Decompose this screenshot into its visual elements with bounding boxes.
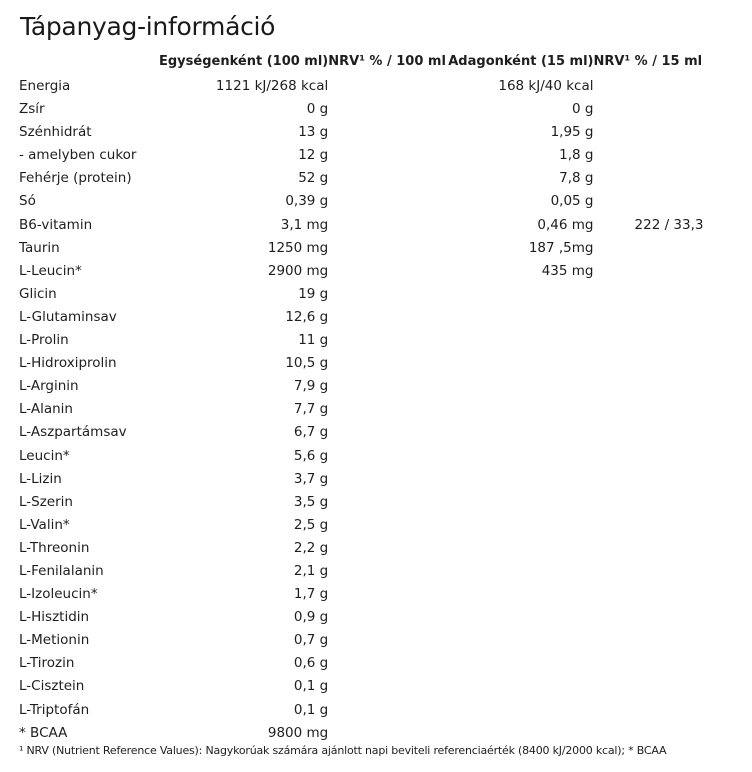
table-header-row <box>19 49 704 75</box>
nrv-per-unit <box>328 329 448 352</box>
value-per-serving: 0,46 mg <box>537 216 594 233</box>
value-per-unit: 3,1 mg <box>280 216 329 233</box>
value-per-serving <box>448 445 593 468</box>
value-per-serving <box>448 675 593 698</box>
nutrient-name: L-Tirozin <box>19 655 75 672</box>
value-per-serving <box>448 375 593 398</box>
nrv-per-serving <box>594 144 704 167</box>
value-per-unit: 0,6 g <box>293 655 329 672</box>
value-per-serving: 1,95 g <box>550 124 594 141</box>
nrv-per-unit <box>328 167 448 190</box>
nrv-per-unit <box>328 306 448 329</box>
table-row <box>19 98 704 121</box>
table-row <box>19 121 704 144</box>
value-per-serving <box>448 352 593 375</box>
nrv-per-serving <box>594 722 704 745</box>
value-per-unit: 7,7 g <box>293 401 329 418</box>
value-per-serving <box>448 514 593 537</box>
table-row <box>19 560 704 583</box>
nrv-per-unit <box>328 629 448 652</box>
value-per-serving <box>448 421 593 444</box>
value-per-serving <box>448 629 593 652</box>
value-per-serving <box>448 560 593 583</box>
value-per-unit: 2,1 g <box>293 562 329 579</box>
table-row <box>19 629 704 652</box>
table-row <box>19 583 704 606</box>
nrv-per-serving: 222 / 33,3 <box>634 216 704 233</box>
value-per-serving: 435 mg <box>541 262 594 279</box>
nrv-per-unit <box>328 699 448 722</box>
nrv-per-serving <box>594 514 704 537</box>
value-per-serving <box>448 537 593 560</box>
table-row <box>19 237 704 260</box>
value-per-serving: 187 ,5mg <box>528 239 594 256</box>
nutrient-name: Glicin <box>19 285 57 302</box>
nrv-per-serving <box>594 421 704 444</box>
nrv-per-unit <box>328 283 448 306</box>
nrv-per-serving <box>594 606 704 629</box>
table-row <box>19 214 704 237</box>
value-per-unit: 0,1 g <box>293 678 329 695</box>
value-per-unit: 2,2 g <box>293 539 329 556</box>
nrv-per-unit <box>328 98 448 121</box>
value-per-serving: 7,8 g <box>559 170 594 187</box>
value-per-serving <box>448 468 593 491</box>
nrv-per-serving <box>594 306 704 329</box>
table-row <box>19 283 704 306</box>
value-per-unit: 1121 kJ/268 kcal <box>215 78 329 94</box>
table-row <box>19 491 704 514</box>
nrv-per-unit <box>328 190 448 213</box>
nrv-per-unit <box>328 214 448 237</box>
nrv-per-unit <box>328 121 448 144</box>
header-nrv-per-unit: NRV¹ % / 100 ml <box>328 54 446 69</box>
nutrient-name: Fehérje (protein) <box>19 170 132 187</box>
page-title: Tápanyag-információ <box>20 12 276 41</box>
value-per-unit: 12 g <box>298 147 329 164</box>
header-per-unit: Egységenként (100 ml) <box>159 54 329 69</box>
nrv-per-serving <box>594 375 704 398</box>
value-per-unit: 3,5 g <box>293 493 329 510</box>
nrv-per-serving <box>594 583 704 606</box>
nutrient-name: L-Alanin <box>19 401 73 418</box>
table-body <box>19 75 704 745</box>
nutrient-name: L-Metionin <box>19 632 90 649</box>
value-per-unit: 52 g <box>298 170 329 187</box>
nrv-per-serving <box>594 560 704 583</box>
value-per-serving <box>448 491 593 514</box>
nrv-per-serving <box>594 260 704 283</box>
nrv-per-unit <box>328 537 448 560</box>
value-per-unit: 10,5 g <box>285 355 329 372</box>
value-per-unit: 0,7 g <box>293 632 329 649</box>
nutrient-name: L-Aszpartámsav <box>19 424 127 441</box>
table-row <box>19 75 704 98</box>
nrv-per-serving <box>594 167 704 190</box>
nrv-per-serving <box>594 352 704 375</box>
nutrient-name: L-Fenilalanin <box>19 562 104 579</box>
nutrient-name: L-Izoleucin* <box>19 586 98 603</box>
nrv-per-serving <box>594 699 704 722</box>
nrv-per-unit <box>328 468 448 491</box>
value-per-unit: 0,39 g <box>285 193 329 210</box>
value-per-unit: 12,6 g <box>285 308 329 325</box>
nrv-per-unit <box>328 652 448 675</box>
nrv-per-unit <box>328 606 448 629</box>
nrv-per-serving <box>594 75 704 98</box>
nrv-per-serving <box>594 491 704 514</box>
nrv-per-unit <box>328 445 448 468</box>
table-row <box>19 144 704 167</box>
value-per-serving <box>448 583 593 606</box>
value-per-unit: 5,6 g <box>293 447 329 464</box>
nrv-per-serving <box>594 675 704 698</box>
nutrient-name: Zsír <box>19 101 45 118</box>
value-per-unit: 7,9 g <box>293 378 329 395</box>
nrv-per-unit <box>328 722 448 745</box>
value-per-unit: 9800 mg <box>267 724 329 741</box>
value-per-serving <box>448 306 593 329</box>
nutrient-name: L-Leucin* <box>19 262 82 279</box>
value-per-unit: 1,7 g <box>293 586 329 603</box>
value-per-serving <box>448 398 593 421</box>
nutrient-name: L-Hisztidin <box>19 609 90 626</box>
value-per-unit: 0 g <box>306 101 329 118</box>
value-per-unit: 13 g <box>298 124 329 141</box>
nutrition-table <box>19 49 704 745</box>
nutrient-name: L-Valin* <box>19 516 70 533</box>
table-row <box>19 699 704 722</box>
nrv-per-unit <box>328 398 448 421</box>
value-per-serving: 168 kJ/40 kcal <box>498 78 594 94</box>
value-per-serving <box>448 283 593 306</box>
nrv-per-serving <box>594 98 704 121</box>
footnote: ¹ NRV (Nutrient Reference Values): Nagykorúak számára ajánlott napi beviteli referenciaérték (8400 kJ/2000 kcal); * BCAA <box>19 744 667 757</box>
table-row <box>19 652 704 675</box>
nrv-per-unit <box>328 675 448 698</box>
value-per-serving <box>448 652 593 675</box>
nrv-per-serving <box>594 329 704 352</box>
value-per-serving: 0,05 g <box>550 193 594 210</box>
nutrient-name: Szénhidrát <box>19 124 92 141</box>
nutrient-name: L-Lizin <box>19 470 62 487</box>
nutrient-name: L-Szerin <box>19 493 73 510</box>
table-row <box>19 329 704 352</box>
table-row <box>19 260 704 283</box>
value-per-unit: 2,5 g <box>293 516 329 533</box>
value-per-unit: 19 g <box>298 285 329 302</box>
nutrient-name: L-Triptofán <box>19 701 90 718</box>
nrv-per-unit <box>328 491 448 514</box>
table-row <box>19 445 704 468</box>
nrv-per-serving <box>594 652 704 675</box>
value-per-unit: 6,7 g <box>293 424 329 441</box>
value-per-serving <box>448 329 593 352</box>
nrv-per-unit <box>328 75 448 98</box>
value-per-unit: 1250 mg <box>267 239 329 256</box>
nutrient-name: Leucin* <box>19 447 70 464</box>
table-row <box>19 375 704 398</box>
value-per-unit: 0,1 g <box>293 701 329 718</box>
nutrient-name: - amelyben cukor <box>19 147 137 164</box>
table-row <box>19 190 704 213</box>
nrv-per-unit <box>328 375 448 398</box>
header-nrv-per-serving: NRV¹ % / 15 ml <box>593 54 703 69</box>
nutrient-name: L-Threonin <box>19 539 90 556</box>
nrv-per-serving <box>594 121 704 144</box>
table-row <box>19 167 704 190</box>
value-per-serving <box>448 699 593 722</box>
nrv-per-unit <box>328 514 448 537</box>
nutrient-name: B6-vitamin <box>19 216 93 233</box>
nrv-per-unit <box>328 560 448 583</box>
table-row <box>19 514 704 537</box>
table-row <box>19 606 704 629</box>
table-row <box>19 352 704 375</box>
table-row <box>19 398 704 421</box>
value-per-unit: 0,9 g <box>293 609 329 626</box>
nutrient-name: Só <box>19 193 36 210</box>
table-row <box>19 421 704 444</box>
nrv-per-serving <box>594 468 704 491</box>
nrv-per-serving <box>594 190 704 213</box>
value-per-serving: 1,8 g <box>559 147 594 164</box>
header-name <box>19 49 159 75</box>
nrv-per-unit <box>328 352 448 375</box>
nrv-per-serving <box>594 445 704 468</box>
header-per-serving: Adagonként (15 ml) <box>448 54 594 69</box>
nutrient-name: Taurin <box>19 239 60 256</box>
value-per-serving <box>448 722 593 745</box>
nrv-per-serving <box>594 283 704 306</box>
nrv-per-unit <box>328 421 448 444</box>
nutrient-name: L-Glutaminsav <box>19 308 117 325</box>
nutrient-name: L-Arginin <box>19 378 79 395</box>
nrv-per-unit <box>328 144 448 167</box>
nutrient-name: * BCAA <box>19 724 68 741</box>
nrv-per-unit <box>328 237 448 260</box>
table-row <box>19 537 704 560</box>
nutrient-name: Energia <box>19 78 71 94</box>
value-per-unit: 3,7 g <box>293 470 329 487</box>
table-row <box>19 722 704 745</box>
nrv-per-serving <box>594 398 704 421</box>
nrv-per-serving <box>594 537 704 560</box>
nrv-per-serving <box>594 237 704 260</box>
table-row <box>19 468 704 491</box>
nrv-per-unit <box>328 260 448 283</box>
nrv-per-unit <box>328 583 448 606</box>
value-per-unit: 11 g <box>298 332 329 349</box>
table-row <box>19 675 704 698</box>
nrv-per-serving <box>594 629 704 652</box>
value-per-serving: 0 g <box>572 101 594 118</box>
nutrient-name: L-Prolin <box>19 332 69 349</box>
value-per-unit: 2900 mg <box>267 262 329 279</box>
nutrient-name: L-Cisztein <box>19 678 85 695</box>
nutrient-name: L-Hidroxiprolin <box>19 355 117 372</box>
value-per-serving <box>448 606 593 629</box>
table-row <box>19 306 704 329</box>
